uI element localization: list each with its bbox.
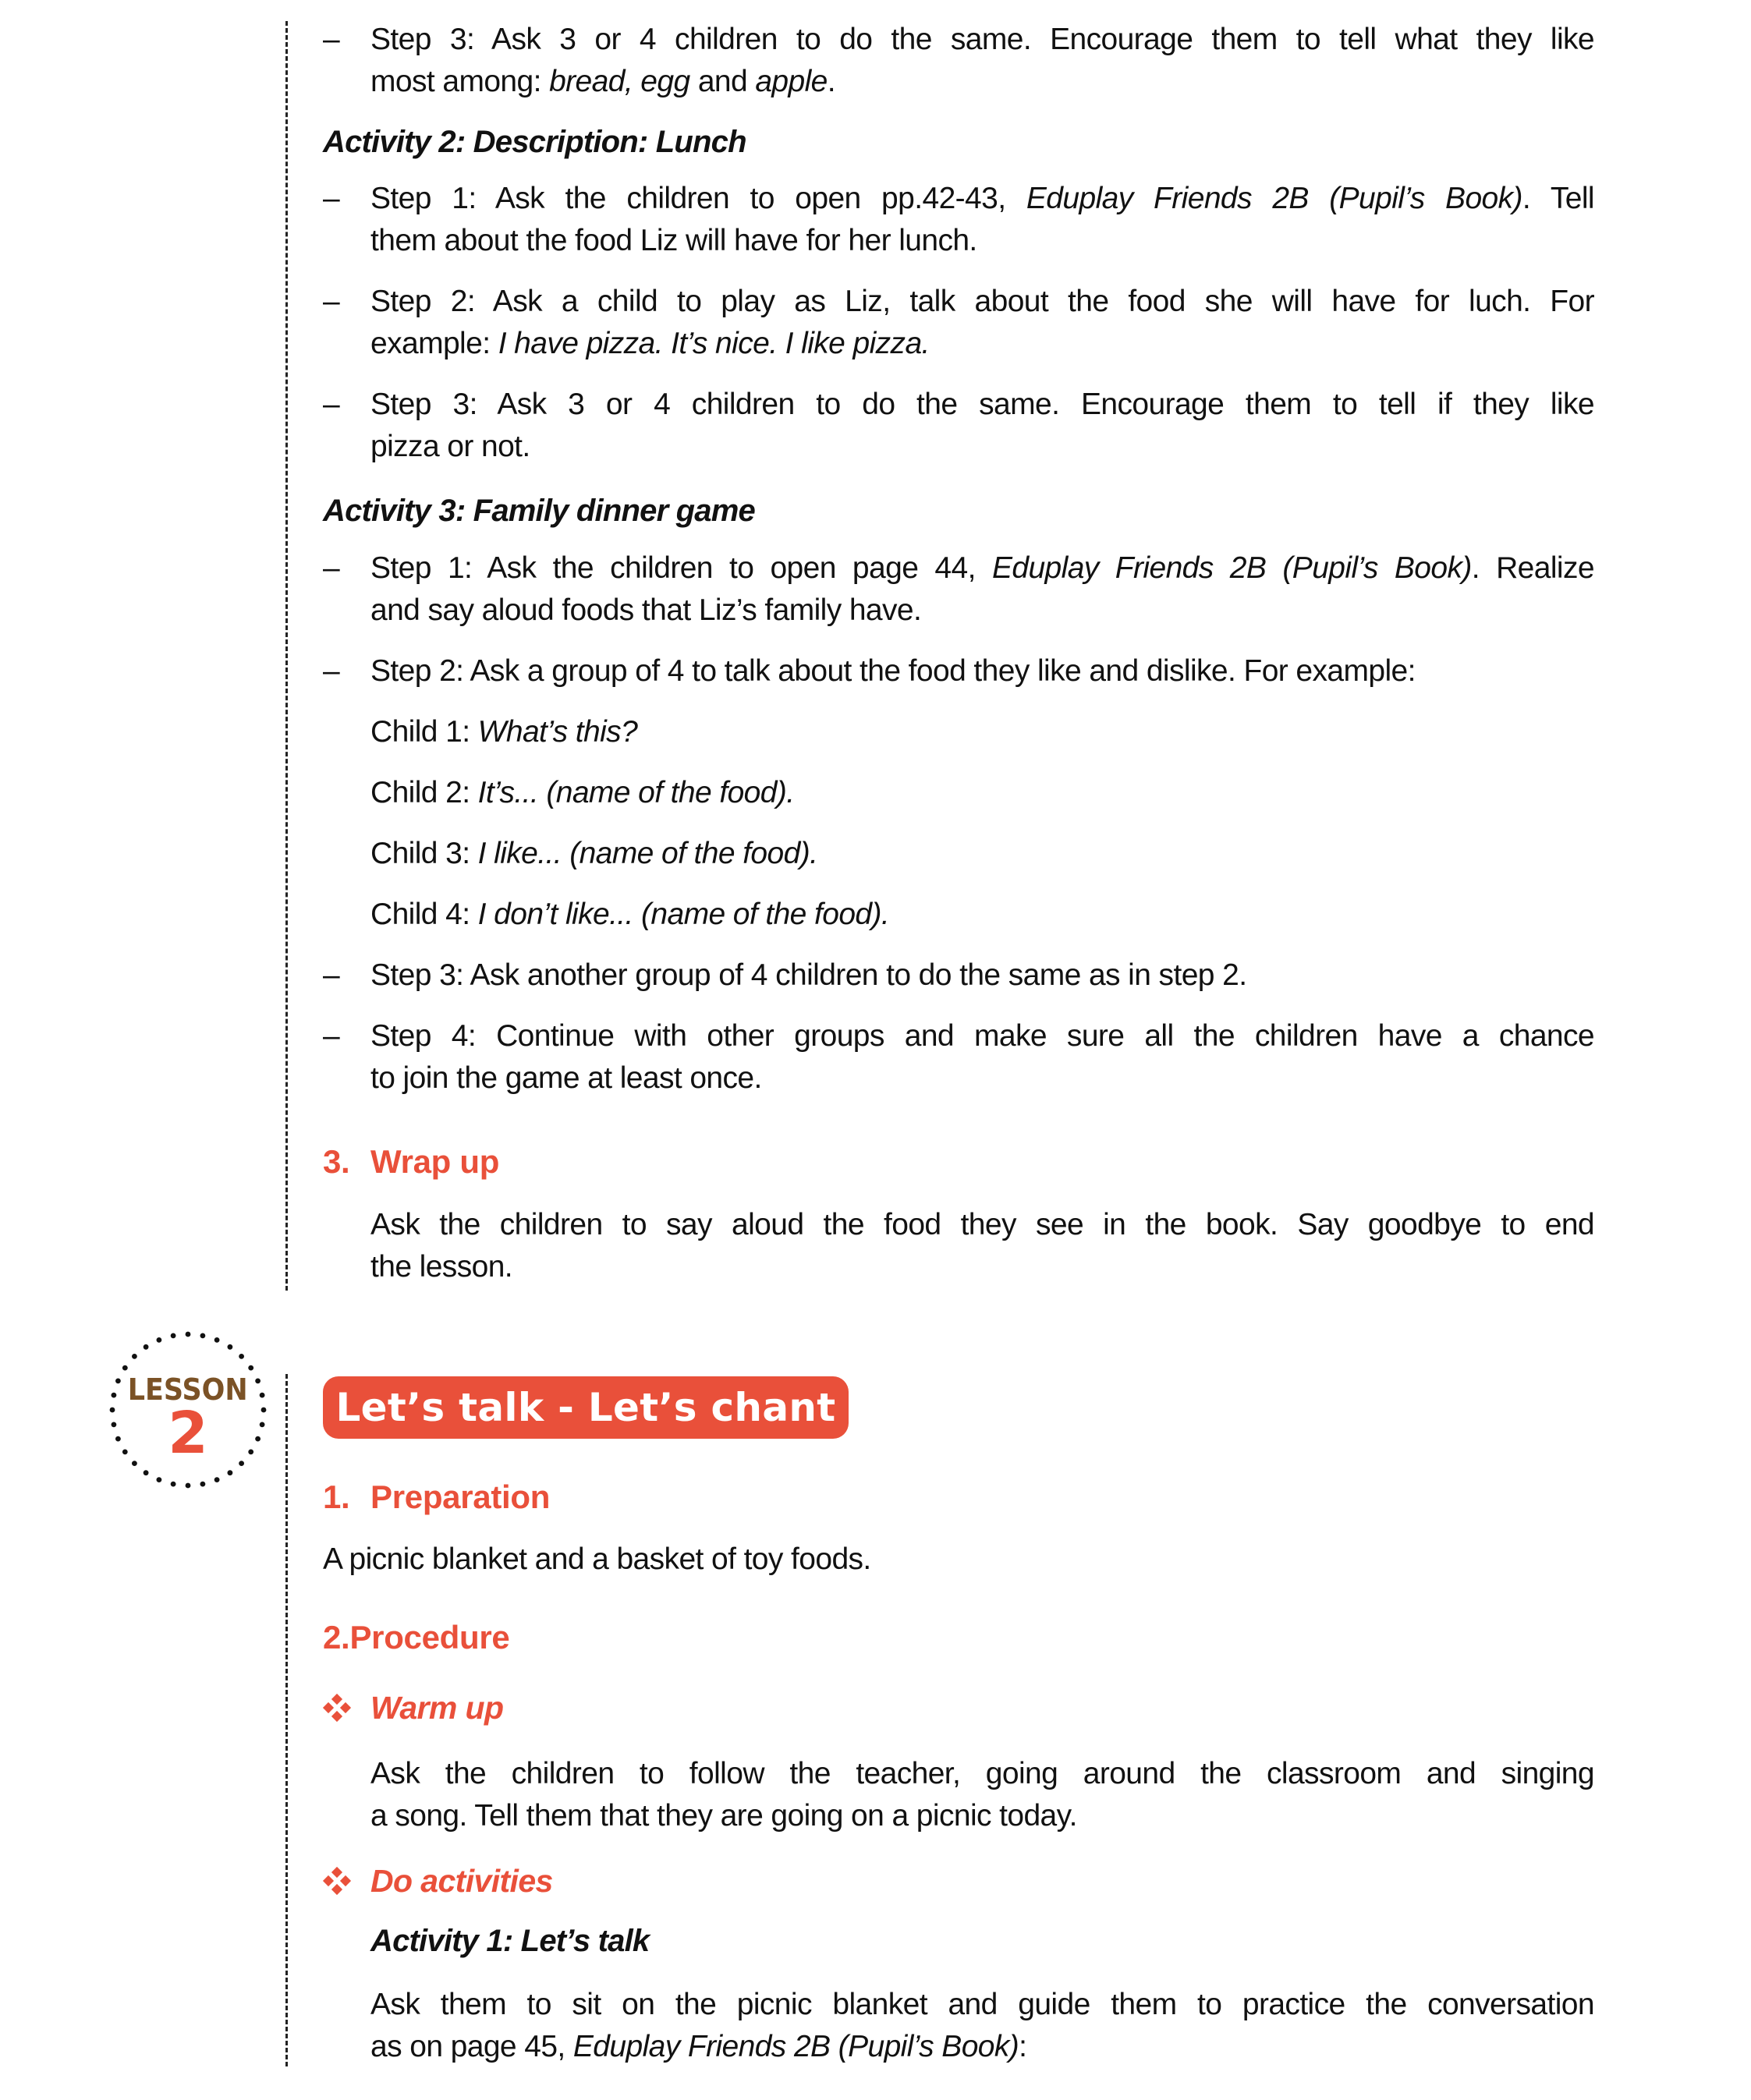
section-title: Wrap up <box>370 1143 500 1180</box>
text-line: as on page 45, Eduplay Friends 2B (Pupil’s Book): <box>370 2030 1027 2063</box>
diamond-bullet-icon <box>323 1867 351 1895</box>
dash-bullet: – <box>323 551 340 585</box>
text-line: Child 4: I don’t like... (name of the food). <box>370 898 890 931</box>
lesson-label: LESSON <box>128 1372 248 1407</box>
subheading-title: Warm up <box>370 1690 504 1726</box>
step-text <box>370 1015 1594 1100</box>
text-line: a song. Tell them that they are going on a picnic today. <box>370 1799 1077 1833</box>
step-text <box>370 178 1594 262</box>
badge-dot <box>171 1333 176 1339</box>
diamond-bullet-icon <box>323 1694 351 1722</box>
badge-dot <box>214 1337 220 1343</box>
text-line: Step 2: Ask a child to play as Liz, talk about the food she will have for luch. For <box>370 285 1594 318</box>
badge-dot <box>186 1483 191 1489</box>
warm-up-text <box>370 1753 1594 1837</box>
section-heading-preparation <box>323 1475 550 1519</box>
text-line: Step 1: Ask the children to open page 44, Eduplay Friends 2B (Pupil’s Book). Realize <box>370 551 1594 585</box>
step-text <box>370 650 1594 692</box>
text-line: Child 3: I like... (name of the food). <box>370 837 818 870</box>
activity-heading: Activity 3: Family dinner game <box>323 494 755 528</box>
wrap-up-text <box>370 1204 1594 1288</box>
badge-dot <box>144 1470 149 1475</box>
activity-text <box>370 1984 1594 2068</box>
badge-dot <box>248 1365 253 1371</box>
italic-text: bread, egg <box>549 65 690 98</box>
text-line: Step 1: Ask the children to open pp.42-43, Eduplay Friends 2B (Pupil’s Book). Tell <box>370 182 1594 215</box>
section-heading-procedure <box>323 1616 509 1659</box>
text-line: Ask the children to follow the teacher, going around the classroom and singing <box>370 1757 1594 1790</box>
dialogue-line <box>370 894 1594 936</box>
dash-bullet: – <box>323 182 340 215</box>
italic-text: Eduplay Friends 2B (Pupil’s Book) <box>572 2030 1019 2063</box>
badge-dot <box>144 1344 149 1350</box>
badge-dot <box>228 1470 233 1475</box>
badge-dot <box>239 1354 244 1359</box>
dash-bullet: – <box>323 388 340 421</box>
italic-text: I don’t like... (name of the food). <box>477 898 890 931</box>
italic-text: It’s... (name of the food). <box>477 776 795 809</box>
section-heading-wrap-up <box>323 1140 499 1184</box>
dash-bullet: – <box>323 958 340 992</box>
italic-text: What’s this? <box>477 715 638 749</box>
text-line: Step 4: Continue with other groups and make sure all the children have a chance <box>370 1019 1594 1053</box>
badge-dot <box>122 1365 128 1371</box>
dash-bullet: – <box>323 1019 340 1053</box>
section-number: 1. <box>323 1478 350 1515</box>
badge-dot <box>157 1337 162 1343</box>
text-line: most among: bread, egg and apple. <box>370 65 836 98</box>
badge-dot <box>157 1477 162 1482</box>
dialogue-line <box>370 833 1594 875</box>
step-text <box>370 281 1594 365</box>
dash-bullet: – <box>323 23 340 56</box>
margin-dashed-rule <box>285 1374 288 2066</box>
badge-dot <box>214 1477 220 1482</box>
subheading-do-activities <box>323 1859 553 1903</box>
lesson-number: 2 <box>168 1400 208 1467</box>
badge-dot <box>228 1344 233 1350</box>
badge-dot <box>132 1354 137 1359</box>
dash-bullet: – <box>323 285 340 318</box>
text-line: Ask the children to say aloud the food they see in the book. Say goodbye to end <box>370 1208 1594 1241</box>
preparation-text: A picnic blanket and a basket of toy foods. <box>323 1542 871 1576</box>
badge-dot <box>171 1482 176 1487</box>
text-line: Ask them to sit on the picnic blanket and guide them to practice the conversation <box>370 1988 1594 2021</box>
section-title: Procedure <box>349 1619 510 1656</box>
subheading-title: Do activities <box>370 1863 553 1899</box>
margin-dashed-rule <box>285 21 288 1291</box>
italic-text: Eduplay Friends 2B (Pupil’s Book) <box>1026 182 1522 215</box>
lesson-badge <box>108 1330 268 1490</box>
text-line: to join the game at least once. <box>370 1061 762 1095</box>
lesson-title-banner: Let’s talk - Let’s chant <box>323 1376 849 1439</box>
dialogue-line <box>370 711 1594 753</box>
text-line: pizza or not. <box>370 430 530 463</box>
text-line: Step 3: Ask another group of 4 children to do the same as in step 2. <box>370 958 1247 992</box>
italic-text: I like... (name of the food). <box>477 837 818 870</box>
badge-dot <box>200 1333 206 1339</box>
step-text <box>370 384 1594 468</box>
section-number: 2. <box>323 1619 350 1656</box>
step-text <box>370 954 1594 997</box>
section-title: Preparation <box>370 1478 551 1515</box>
text-line: example: I have pizza. It’s nice. I like pizza. <box>370 327 930 360</box>
activity-heading: Activity 1: Let’s talk <box>370 1924 650 1958</box>
text-line: and say aloud foods that Liz’s family have. <box>370 593 922 627</box>
dialogue-line <box>370 772 1594 814</box>
activity-heading: Activity 2: Description: Lunch <box>323 125 746 159</box>
text-line: Step 3: Ask 3 or 4 children to do the same. Encourage them to tell what they like <box>370 23 1594 56</box>
badge-dot <box>186 1332 191 1337</box>
text-line: Child 1: What’s this? <box>370 715 638 749</box>
text-line: Step 3: Ask 3 or 4 children to do the same. Encourage them to tell if they like <box>370 388 1594 421</box>
badge-dot <box>200 1482 206 1487</box>
text-line: them about the food Liz will have for her lunch. <box>370 224 977 257</box>
subheading-warm-up <box>323 1686 503 1730</box>
dash-bullet: – <box>323 654 340 688</box>
text-line: the lesson. <box>370 1250 513 1284</box>
italic-text: Eduplay Friends 2B (Pupil’s Book) <box>991 551 1472 585</box>
section-number: 3. <box>323 1143 350 1180</box>
italic-text: I have pizza. It’s nice. I like pizza. <box>498 327 930 360</box>
text-line: Child 2: It’s... (name of the food). <box>370 776 795 809</box>
text-line: Step 2: Ask a group of 4 to talk about the food they like and dislike. For example: <box>370 654 1416 688</box>
step-text <box>370 547 1594 632</box>
step-text <box>370 19 1594 103</box>
italic-text: apple <box>755 65 828 98</box>
